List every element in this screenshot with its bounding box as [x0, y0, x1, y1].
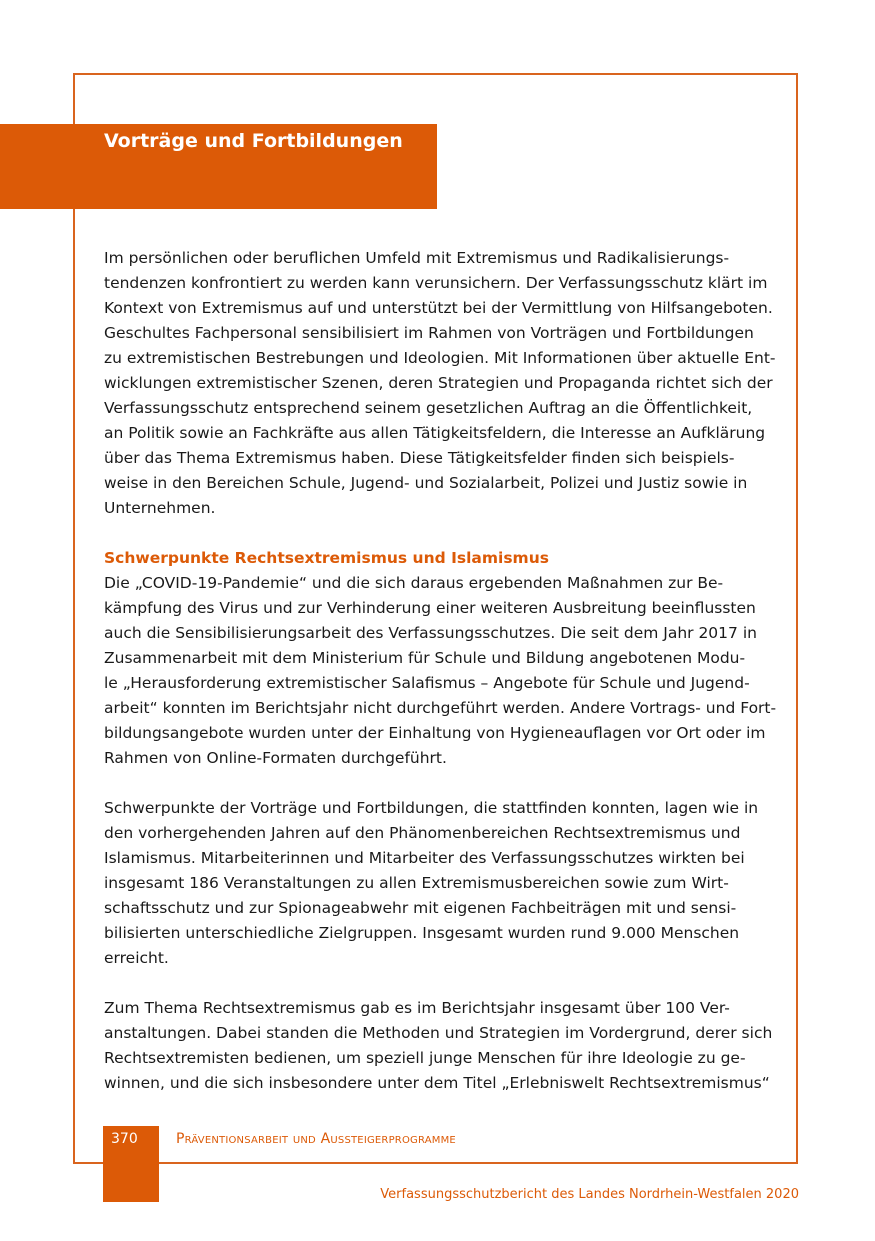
text-line: Rechtsextremisten bedienen, um speziell junge Menschen für ihre Ideologie zu ge-	[104, 1049, 746, 1067]
text-line: über das Thema Extremismus haben. Diese Tätigkeitsfelder finden sich beispiels-	[104, 449, 735, 467]
text-line: wicklungen extremistischer Szenen, deren Strategien und Propaganda richtet sich der	[104, 374, 773, 392]
text-line: den vorhergehenden Jahren auf den Phänomenbereichen Rechtsextremismus und	[104, 824, 741, 842]
text-line: arbeit“ konnten im Berichtsjahr nicht durchgeführt werden. Andere Vortrags- und Fort-	[104, 699, 777, 717]
text-line: Zusammenarbeit mit dem Ministerium für Schule und Bildung angebotenen Modu-	[104, 649, 746, 667]
text-line: schaftsschutz und zur Spionageabwehr mit eigenen Fachbeiträgen mit und sensi-	[104, 899, 737, 917]
text-line: insgesamt 186 Veranstaltungen zu allen Extremismusbereichen sowie zum Wirt-	[104, 874, 729, 892]
text-line: Schwerpunkte der Vorträge und Fortbildungen, die stattfinden konnten, lagen wie in	[104, 799, 759, 817]
text-line: Im persönlichen oder beruflichen Umfeld mit Extremismus und Radikalisierungs-	[104, 249, 730, 267]
text-line: anstaltungen. Dabei standen die Methoden und Strategien im Vordergrund, derer sich	[104, 1024, 773, 1042]
text-line: Unternehmen.	[104, 499, 216, 517]
text-line: Zum Thema Rechtsextremismus gab es im Berichtsjahr insgesamt über 100 Ver-	[104, 999, 730, 1017]
paragraph-schwerpunkte	[104, 546, 777, 771]
section-title: Vorträge und Fortbildungen	[104, 130, 403, 152]
paragraph-intro	[104, 246, 774, 521]
text-line: auch die Sensibilisierungsarbeit des Verfassungsschutzes. Die seit dem Jahr 2017 in	[104, 624, 757, 642]
text-line: Die „COVID-19-Pandemie“ und die sich daraus ergebenden Maßnahmen zur Be-	[104, 574, 724, 592]
text-line: erreicht.	[104, 949, 169, 967]
text-line: winnen, und die sich insbesondere unter dem Titel „Erlebniswelt Rechtsextremismus“	[104, 1074, 770, 1092]
text-line: weise in den Bereichen Schule, Jugend- und Sozialarbeit, Polizei und Justiz sowie in	[104, 474, 748, 492]
text-line: zu extremistischen Bestrebungen und Ideologien. Mit Informationen über aktuelle Ent-	[104, 349, 776, 367]
text-line: Verfassungsschutz entsprechend seinem gesetzlichen Auftrag an die Öffentlichkeit,	[104, 399, 753, 417]
text-line: an Politik sowie an Fachkräfte aus allen Tätigkeitsfeldern, die Interesse an Aufklärung	[104, 424, 766, 442]
subheading: Schwerpunkte Rechtsextremismus und Islamismus	[104, 549, 549, 567]
page-number: 370	[111, 1131, 138, 1147]
text-line: Islamismus. Mitarbeiterinnen und Mitarbeiter des Verfassungsschutzes wirkten bei	[104, 849, 745, 867]
paragraph-rechtsextremismus	[104, 996, 774, 1096]
footer-publication-title: Verfassungsschutzbericht des Landes Nordrhein-Westfalen 2020	[380, 1187, 799, 1202]
text-line: Geschultes Fachpersonal sensibilisiert im Rahmen von Vorträgen und Fortbildungen	[104, 324, 754, 342]
text-line: kämpfung des Virus und zur Verhinderung einer weiteren Ausbreitung beeinflussten	[104, 599, 756, 617]
text-line: Kontext von Extremismus auf und unterstützt bei der Vermittlung von Hilfsangeboten.	[104, 299, 773, 317]
text-line: Rahmen von Online-Formaten durchgeführt.	[104, 749, 447, 767]
text-line: tendenzen konfrontiert zu werden kann verunsichern. Der Verfassungsschutz klärt im	[104, 274, 768, 292]
running-header: Präventionsarbeit und Aussteigerprogramme	[176, 1131, 456, 1147]
paragraph-veranstaltungen	[104, 796, 774, 971]
text-line: bilisierten unterschiedliche Zielgruppen. Insgesamt wurden rund 9.000 Menschen	[104, 924, 740, 942]
text-line: bildungsangebote wurden unter der Einhaltung von Hygieneauflagen vor Ort oder im	[104, 724, 766, 742]
body-text	[104, 246, 777, 1121]
text-line: le „Herausforderung extremistischer Salafismus – Angebote für Schule und Jugend-	[104, 674, 750, 692]
